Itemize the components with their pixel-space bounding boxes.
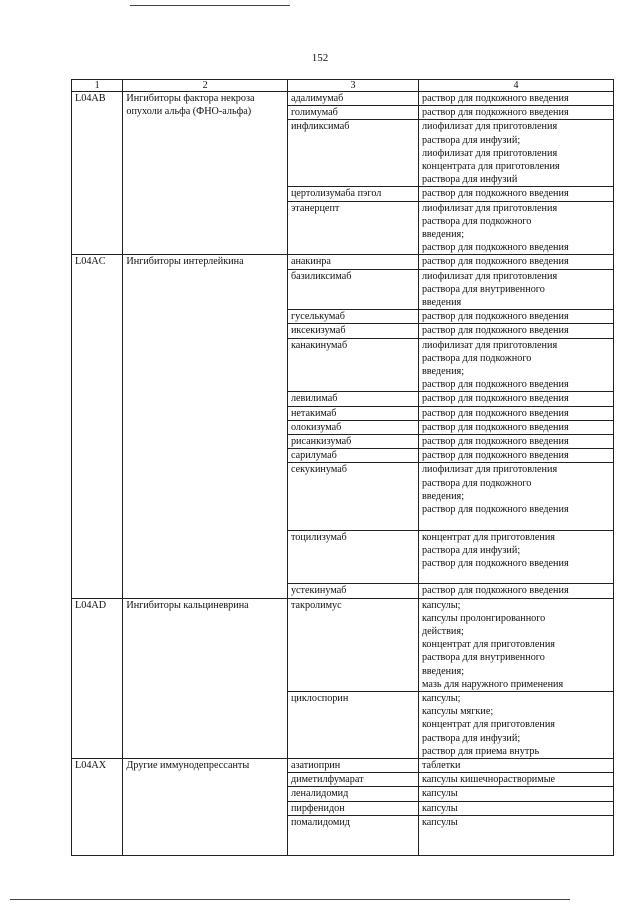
dosage-forms (418, 392, 613, 406)
drug-name: анакинра (287, 255, 418, 269)
dosage-form-line (422, 570, 610, 583)
table-row (72, 92, 614, 106)
dosage-form-line: капсулы мягкие; (421, 706, 494, 718)
drug-name: циклоспорин (287, 691, 418, 758)
dosage-form-line: раствор для подкожного введения (421, 436, 569, 448)
drug-name: диметилфумарат (287, 773, 418, 787)
page-number: 152 (311, 52, 329, 64)
dosage-form-line: раствора для инфузий; (421, 732, 521, 744)
drug-name: леналидомид (287, 787, 418, 801)
dosage-form-line: раствор для подкожного введения (421, 311, 569, 323)
dosage-form-line: капсулы; (421, 599, 461, 611)
dosage-form-line: лиофилизат для приготовления (421, 202, 558, 214)
dosage-form-line: введения; (421, 665, 465, 677)
dosage-forms (418, 815, 613, 856)
dosage-form-line: капсулы (421, 816, 458, 828)
dosage-form-line: введения (421, 297, 462, 309)
atc-code: L04AC (72, 255, 123, 598)
dosage-form-line: раствора для внутривенного (421, 652, 545, 664)
dosage-form-line (422, 829, 610, 842)
drug-name: канакинумаб (287, 338, 418, 392)
drug-name: рисанкизумаб (287, 435, 418, 449)
drug-name: голимумаб (287, 106, 418, 120)
dosage-form-line: раствор для подкожного введения (421, 393, 569, 405)
dosage-form-line: капсулы пролонгированного (421, 612, 546, 624)
table-row (72, 598, 614, 691)
dosage-form-line: таблетки (421, 759, 461, 771)
dosage-form-line: раствор для подкожного введения (421, 242, 569, 254)
dosage-form-line (422, 516, 610, 529)
dosage-form-line: концентрата для приготовления (421, 161, 560, 173)
dosage-forms (418, 598, 613, 691)
dosage-form-line: раствора для инфузий; (421, 134, 521, 146)
drug-name: тоцилизумаб (287, 530, 418, 584)
dosage-form-line: раствор для подкожного введения (421, 504, 569, 516)
dosage-form-line (422, 842, 610, 855)
atc-code: L04AD (72, 598, 123, 758)
drug-name: нетакимаб (287, 406, 418, 420)
drug-name: помалидомид (287, 815, 418, 856)
dosage-form-line: раствора для подкожного (421, 352, 532, 364)
dosage-forms (418, 449, 613, 463)
drug-name: сарилумаб (287, 449, 418, 463)
dosage-form-line: капсулы (421, 788, 458, 800)
dosage-forms (418, 324, 613, 338)
header-col-4: 4 (418, 80, 613, 92)
table-row (72, 758, 614, 772)
dosage-form-line: лиофилизат для приготовления (421, 121, 558, 133)
drug-name: пирфенидон (287, 801, 418, 815)
dosage-forms (418, 773, 613, 787)
drug-name: секукинумаб (287, 463, 418, 530)
dosage-forms (418, 530, 613, 584)
dosage-forms (418, 310, 613, 324)
dosage-forms (418, 801, 613, 815)
dosage-form-line: введения; (421, 490, 465, 502)
scan-artifact-bottom (10, 899, 570, 900)
dosage-form-line: раствора для подкожного (421, 215, 532, 227)
dosage-forms (418, 787, 613, 801)
drug-name: такролимус (287, 598, 418, 691)
dosage-form-line: раствор для подкожного введения (421, 188, 569, 200)
drug-name: базиликсимаб (287, 269, 418, 310)
dosage-form-line: раствора для инфузий; (421, 544, 521, 556)
dosage-forms (418, 420, 613, 434)
dosage-forms (418, 106, 613, 120)
drug-name: инфликсимаб (287, 120, 418, 187)
dosage-forms (418, 201, 613, 255)
dosage-forms (418, 338, 613, 392)
drug-name: цертолизумаба пэгол (287, 187, 418, 201)
dosage-form-line: раствор для подкожного введения (421, 421, 569, 433)
table-row (72, 255, 614, 269)
dosage-form-line: раствора для подкожного (421, 477, 532, 489)
dosage-forms (418, 691, 613, 758)
group-name: Другие иммунодепрессанты (123, 758, 288, 855)
dosage-form-line: раствор для подкожного введения (421, 107, 569, 119)
dosage-form-line: концентрат для приготовления (421, 531, 555, 543)
header-col-1: 1 (72, 80, 123, 92)
dosage-form-line: раствор для подкожного введения (421, 407, 569, 419)
dosage-form-line: раствор для подкожного введения (421, 379, 569, 391)
dosage-form-line: действия; (421, 625, 464, 637)
dosage-forms (418, 758, 613, 772)
dosage-forms (418, 269, 613, 310)
scan-artifact-top (130, 5, 290, 6)
dosage-form-line: мазь для наружного применения (421, 678, 564, 690)
dosage-form-line: лиофилизат для приготовления (421, 339, 558, 351)
dosage-form-line: раствор для подкожного введения (421, 557, 569, 569)
dosage-form-line: капсулы (421, 802, 458, 814)
dosage-form-line: раствора для инфузий (421, 174, 518, 186)
table-header (72, 80, 614, 92)
drug-name: адалимумаб (287, 92, 418, 106)
dosage-forms (418, 435, 613, 449)
dosage-form-line: введения; (421, 366, 465, 378)
dosage-form-line: лиофилизат для приготовления (421, 270, 558, 282)
dosage-form-line: раствор для подкожного введения (421, 93, 569, 104)
dosage-form-line: раствора для внутривенного (421, 283, 545, 295)
header-col-3: 3 (287, 80, 418, 92)
drug-name: олокизумаб (287, 420, 418, 434)
group-name: Ингибиторы интерлейкина (123, 255, 288, 598)
drug-name: азатиоприн (287, 758, 418, 772)
group-name: Ингибиторы фактора некроза опухоли альфа (ФНО-альфа) (123, 92, 288, 255)
dosage-form-line: лиофилизат для приготовления (421, 147, 558, 159)
dosage-form-line: концентрат для приготовления (421, 719, 555, 731)
dosage-form-line: раствор для подкожного введения (421, 256, 569, 268)
drug-name: этанерцепт (287, 201, 418, 255)
table-body (72, 92, 614, 856)
dosage-form-line: раствор для подкожного введения (421, 450, 569, 462)
drug-name: иксекизумаб (287, 324, 418, 338)
header-col-2: 2 (123, 80, 288, 92)
dosage-forms (418, 406, 613, 420)
dosage-form-line: введения; (421, 229, 465, 241)
drug-name: левилимаб (287, 392, 418, 406)
dosage-forms (418, 187, 613, 201)
drug-name: устекинумаб (287, 584, 418, 598)
drug-table (71, 79, 614, 856)
drug-name: гуселькумаб (287, 310, 418, 324)
dosage-form-line: раствор для приема внутрь (421, 745, 540, 757)
dosage-forms (418, 120, 613, 187)
dosage-form-line: лиофилизат для приготовления (421, 464, 558, 476)
dosage-form-line: раствор для подкожного введения (421, 325, 569, 337)
atc-code: L04AB (72, 92, 123, 255)
dosage-form-line: капсулы кишечнорастворимые (421, 774, 556, 786)
atc-code: L04AX (72, 758, 123, 855)
dosage-forms (418, 463, 613, 530)
group-name: Ингибиторы кальциневрина (123, 598, 288, 758)
dosage-forms (418, 255, 613, 269)
dosage-forms (418, 92, 613, 106)
dosage-form-line: раствор для подкожного введения (421, 585, 569, 597)
dosage-form-line: концентрат для приготовления (421, 639, 555, 651)
dosage-form-line: капсулы; (421, 692, 461, 704)
dosage-forms (418, 584, 613, 598)
